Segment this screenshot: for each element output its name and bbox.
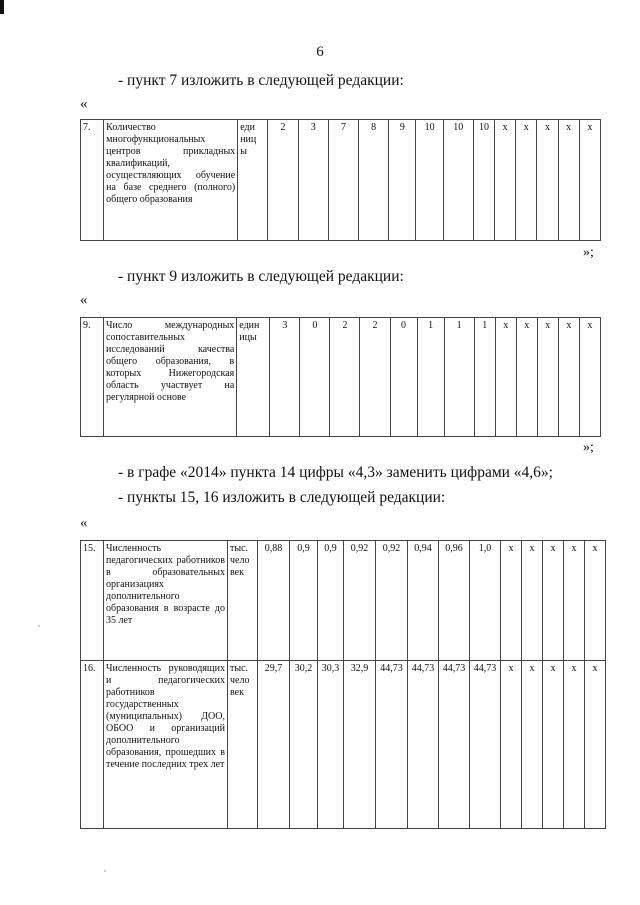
unit-of-measure: един ицы (237, 318, 270, 437)
value-cell: 30,3 (318, 661, 344, 829)
value-cell: x (501, 541, 522, 661)
paragraph-point-7: - пункт 7 изложить в следующей редакции: (118, 72, 404, 89)
value-cell: 0,9 (318, 541, 344, 661)
value-cell: 1 (474, 318, 495, 437)
value-cell: 2 (360, 318, 390, 437)
value-cell: 0,88 (258, 541, 290, 661)
indicator-name: Количество многофункциональных центров прикладных квалификаций, осуществляющих обучение на базе среднего (полного) общего образования (104, 120, 238, 241)
indicator-name: Число международных сопоставительных исследований качества общего образования, в которых Нижегородская область участвует на регулярной основе (104, 318, 237, 437)
value-cell: 10 (416, 120, 443, 241)
row-number: 16. (81, 661, 104, 829)
value-cell: 30,2 (290, 661, 318, 829)
table-row (81, 120, 601, 241)
value-cell: 0,9 (290, 541, 318, 661)
value-cell: 8 (359, 120, 389, 241)
value-cell: 2 (330, 318, 360, 437)
value-cell: x (579, 318, 600, 437)
unit-of-measure: тыс. чело век (228, 541, 258, 661)
value-cell: 0,92 (344, 541, 376, 661)
value-cell: x (537, 318, 558, 437)
value-cell: x (558, 318, 579, 437)
value-cell: x (558, 120, 579, 241)
row-number: 7. (81, 120, 104, 241)
value-cell: 2 (268, 120, 298, 241)
value-cell: 1,0 (470, 541, 501, 661)
value-cell: 1 (444, 318, 474, 437)
value-cell: x (516, 120, 537, 241)
page-number: 6 (316, 44, 324, 60)
value-cell: x (537, 120, 558, 241)
value-cell: 9 (389, 120, 416, 241)
scan-corner-mark (0, 0, 4, 14)
value-cell: 1 (417, 318, 444, 437)
value-cell: x (579, 120, 600, 241)
quote-open: « (80, 515, 88, 531)
value-cell: x (516, 318, 537, 437)
quote-close: »; (583, 440, 594, 455)
value-cell: 29,7 (258, 661, 290, 829)
value-cell: 10 (443, 120, 473, 241)
value-cell: 0,94 (408, 541, 439, 661)
value-cell: x (495, 318, 516, 437)
value-cell: x (501, 661, 522, 829)
unit-of-measure: тыс. чело век (228, 661, 258, 829)
unit-of-measure: еди ниц ы (238, 120, 268, 241)
indicator-name: Численность руководящих и педагогических работников государственных (муниципальных) ДОО, ОБОО и организаций дополнительного образования, прошедших в течение последних трех лет (104, 661, 228, 829)
quote-close: »; (583, 245, 594, 260)
value-cell: 7 (328, 120, 358, 241)
value-cell: 10 (473, 120, 494, 241)
value-cell: 0,92 (376, 541, 408, 661)
table-point-7 (80, 119, 601, 241)
table-points-15-16 (80, 540, 606, 829)
value-cell: 44,73 (408, 661, 439, 829)
quote-open: « (80, 96, 88, 112)
table-row (81, 318, 601, 437)
paragraph-point-14: - в графе «2014» пункта 14 цифры «4,3» заменить цифрами «4,6»; (118, 464, 553, 481)
row-number: 9. (81, 318, 104, 437)
value-cell: x (522, 541, 543, 661)
table-point-9 (80, 317, 601, 437)
value-cell: x (585, 661, 606, 829)
paragraph-point-9: - пункт 9 изложить в следующей редакции: (118, 268, 404, 285)
value-cell: 32,9 (344, 661, 376, 829)
paragraph-points-15-16: - пункты 15, 16 изложить в следующей редакции: (118, 489, 446, 506)
table-row (81, 661, 606, 829)
value-cell: x (522, 661, 543, 829)
value-cell: x (585, 541, 606, 661)
value-cell: 0 (300, 318, 330, 437)
row-number: 15. (81, 541, 104, 661)
value-cell: 44,73 (376, 661, 408, 829)
value-cell: x (564, 661, 585, 829)
value-cell: 3 (270, 318, 300, 437)
value-cell: 0 (390, 318, 417, 437)
scan-speck (104, 870, 106, 872)
quote-open: « (80, 292, 88, 308)
scan-speck (38, 625, 40, 627)
value-cell: 44,73 (470, 661, 501, 829)
indicator-name: Численность педагогических работников в образовательных организациях дополнительного образования в возрасте до 35 лет (104, 541, 228, 661)
value-cell: x (543, 541, 564, 661)
table-row (81, 541, 606, 661)
value-cell: 44,73 (439, 661, 470, 829)
value-cell: x (495, 120, 516, 241)
value-cell: x (543, 661, 564, 829)
value-cell: 3 (298, 120, 328, 241)
value-cell: 0,96 (439, 541, 470, 661)
value-cell: x (564, 541, 585, 661)
